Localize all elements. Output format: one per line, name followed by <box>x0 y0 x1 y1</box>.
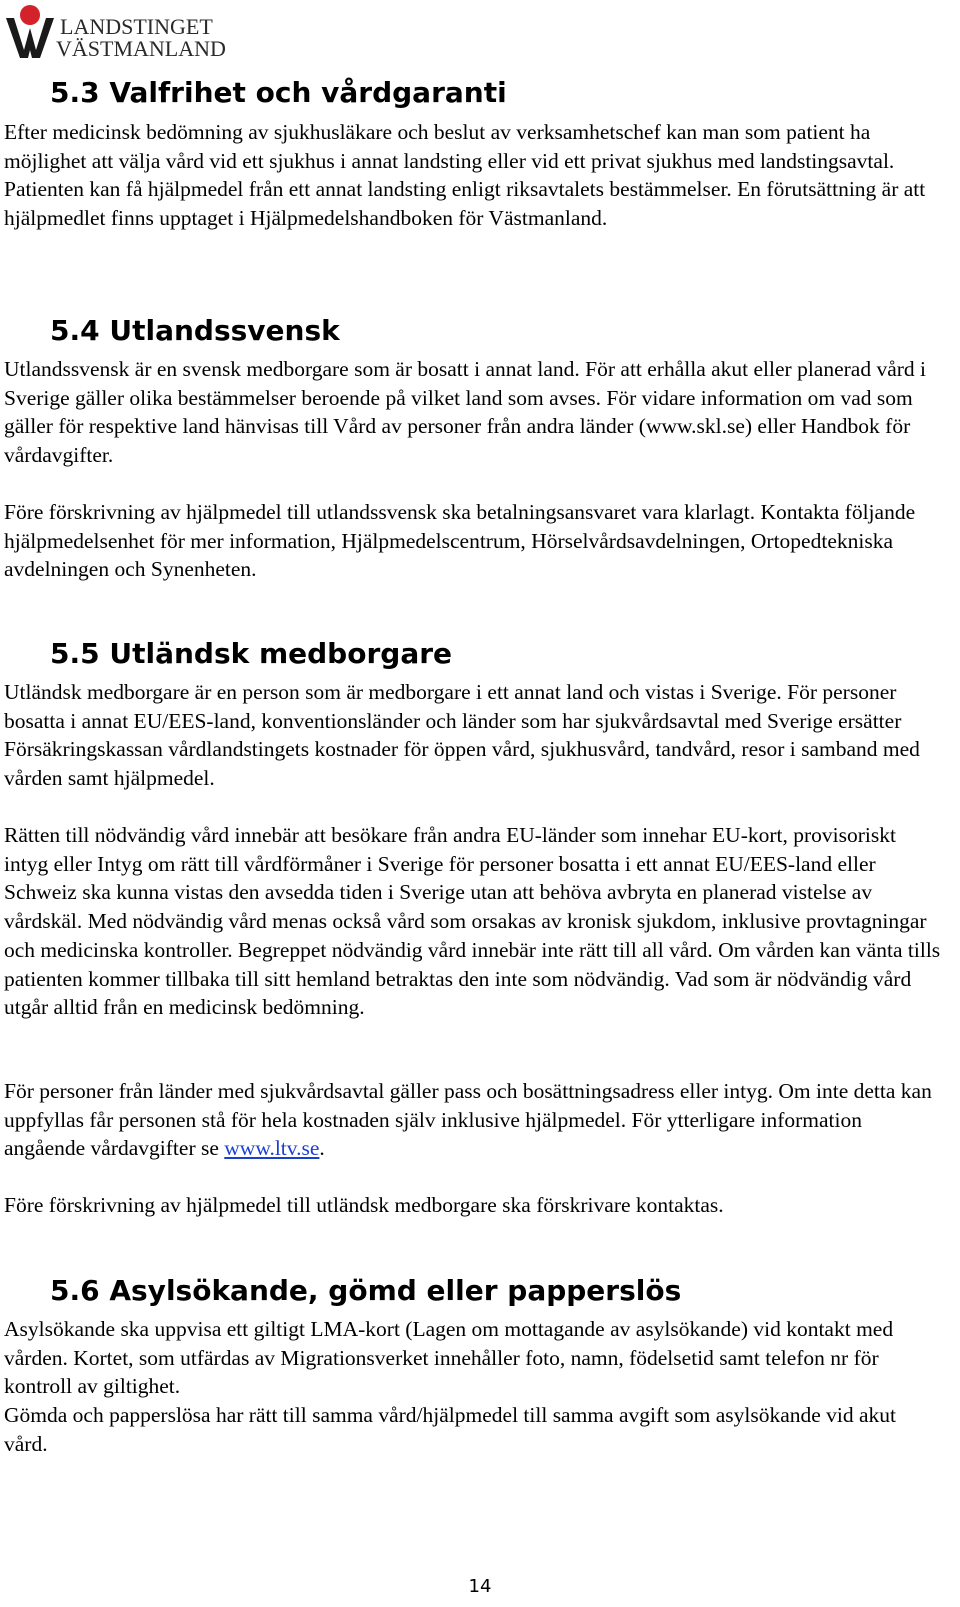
section-5-5-paragraph-3 <box>4 1077 944 1163</box>
section-5-6-paragraph-2: Gömda och papperslösa har rätt till samma vård/hjälpmedel till samma avgift som asylsökande vid akut vård. <box>4 1403 897 1456</box>
ltv-link[interactable]: www.ltv.se <box>224 1136 320 1161</box>
section-5-4-paragraph-1: Utlandssvensk är en svensk medborgare som är bosatt i annat land. För att erhålla akut eller planerad vård i Sverige gäller olika bestämmelser beroende på vilket land som avses. För vidare information om vad som gäller för respektive land hänvisas till Vård av personer från andra länder (www.skl.se) eller Handbok för vårdavgifter. <box>4 357 927 468</box>
logo-text-line1: LANDSTINGET <box>60 14 213 39</box>
section-5-5-paragraph-4: Före förskrivning av hjälpmedel till utländsk medborgare ska förskrivare kontaktas. <box>4 1193 724 1217</box>
logo-emblem-icon <box>4 4 60 60</box>
logo-text-line2: VÄSTMANLAND <box>56 36 226 61</box>
section-5-5-paragraph-2: Rätten till nödvändig vård innebär att besökare från andra EU-länder som innehar EU-kort, provisoriskt intyg eller Intyg om rätt till vårdförmåner i Sverige för personer bosatta i ett annat EU/EES-land eller Schweiz ska kunna vistas den avsedda tiden i Sverige utan att behöva avbryta en planerad vistelse av vårdskäl. Med nödvändig vård menas också vård som orsakas av kronisk sjukdom, inklusive provtagningar och medicinska kontroller. Begreppet nödvändig vård innebär inte rätt till all vård. Om vården kan vänta tills patienten kommer tillbaka till sitt hemland betraktas den inte som nödvändig. Vad som är nödvändig vård utgår alltid från en medicinsk bedömning. <box>4 823 941 1020</box>
landstinget-logo <box>4 4 226 61</box>
paragraph-3-text: För personer från länder med sjukvårdsavtal gäller pass och bosättningsadress eller intyg. Om inte detta kan uppfyllas får personen stå för hela kostnaden själv inklusive hjälpmedel. För ytterligare information angående vårdavgifter se <box>4 1079 932 1161</box>
paragraph-3-end: . <box>319 1136 325 1161</box>
page-number: 14 <box>468 1576 492 1597</box>
section-heading-5-6: 5.6 Asylsökande, gömd eller papperslös <box>50 1274 682 1307</box>
section-heading-5-3: 5.3 Valfrihet och vårdgaranti <box>50 76 507 109</box>
section-5-4-paragraph-2: Före förskrivning av hjälpmedel till utlandssvensk ska betalningsansvaret vara klarlagt. Kontakta följande hjälpmedelsenhet för mer information, Hjälpmedelscentrum, Hörselvårdsavdelningen, Ortopedtekniska avdelningen och Synenheten. <box>4 500 916 582</box>
section-5-6-paragraph-1: Asylsökande ska uppvisa ett giltigt LMA-kort (Lagen om mottagande av asylsökande) vid kontakt med vården. Kortet, som utfärdas av Migrationsverket innehåller foto, namn, födelsetid samt telefon nr för kontroll av giltighet. <box>4 1317 894 1399</box>
section-heading-5-4: 5.4 Utlandssvensk <box>50 314 340 347</box>
section-heading-5-5: 5.5 Utländsk medborgare <box>50 637 453 670</box>
section-5-3-paragraph: Efter medicinsk bedömning av sjukhusläkare och beslut av verksamhetschef kan man som patient ha möjlighet att välja vård vid ett sjukhus i annat landsting eller vid ett privat sjukhus med landstingsavtal. Patienten kan få hjälpmedel från ett annat landsting enligt riksavtalets bestämmelser. En förutsättning är att hjälpmedlet finns upptaget i Hjälpmedelshandboken för Västmanland. <box>4 120 926 231</box>
section-5-5-paragraph-1: Utländsk medborgare är en person som är medborgare i ett annat land och vistas i Sverige. För personer bosatta i annat EU/EES-land, konventionsländer och länder som har sjukvårdsavtal med Sverige ersätter Försäkringskassan vårdlandstingets kostnader för öppen vård, sjukhusvård, tandvård, resor i samband med vården samt hjälpmedel. <box>4 680 920 791</box>
